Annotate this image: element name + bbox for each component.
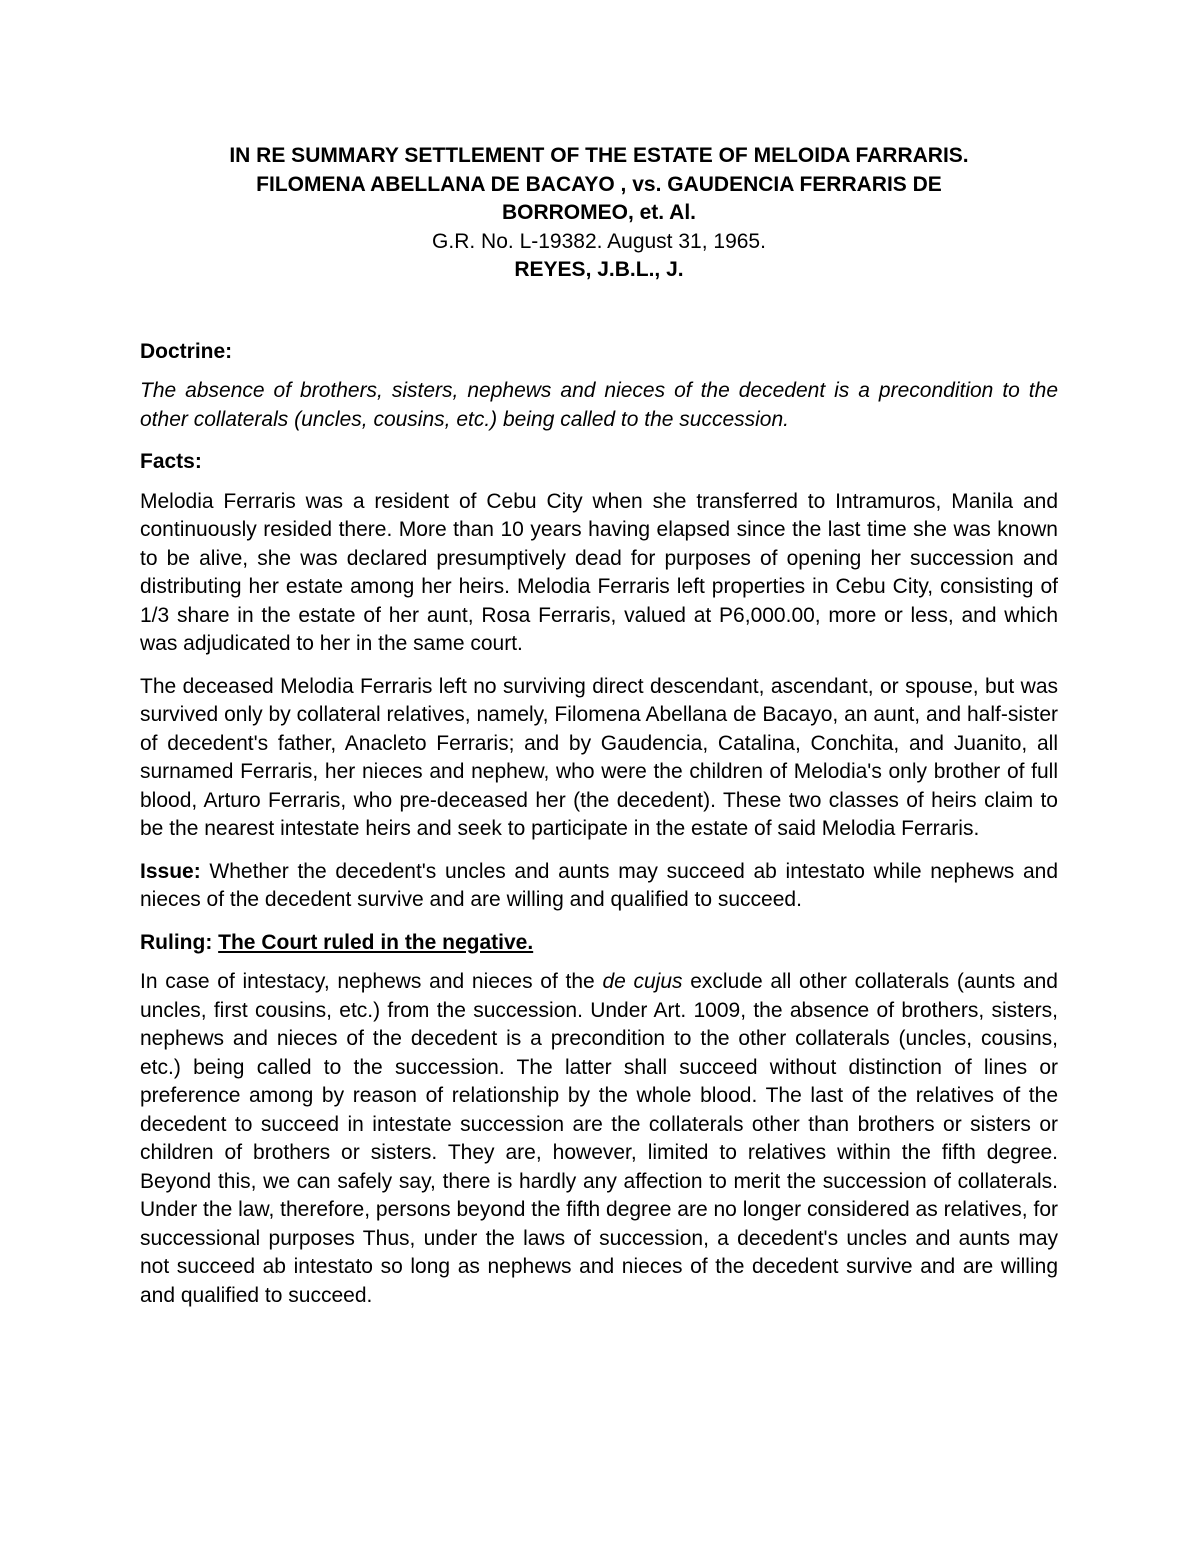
facts-paragraph-1: Melodia Ferraris was a resident of Cebu City when she transferred to Intramuros, Manila and continuously resided there. More than 10 years having elapsed since the last time she was known to be alive, she was declared presumptively dead for purposes of opening her succession and distributing her estate among her heirs. Melodia Ferraris left properties in Cebu City, consisting of 1/3 share in the estate of her aunt, Rosa Ferraris, valued at P6,000.00, more or less, and which was adjudicated to her in the same court. (140, 489, 1058, 655)
ruling-label: Ruling: (140, 930, 213, 954)
case-number: G.R. No. L-19382. August 31, 1965. (432, 229, 766, 253)
doctrine-heading: Doctrine: (140, 339, 233, 363)
ruling-answer: The Court ruled in the negative. (218, 930, 534, 954)
issue-paragraph (140, 858, 1058, 915)
doctrine-text: The absence of brothers, sisters, nephews and nieces of the decedent is a precondition to the other collaterals (uncles, cousins, etc.) being called to the succession. (140, 379, 1058, 431)
ruling-text-before: In case of intestacy, nephews and nieces of the (140, 970, 603, 993)
facts-heading: Facts: (140, 450, 202, 473)
ruling-paragraph (140, 968, 1058, 1310)
ruling-text-italic: de cujus (602, 970, 683, 993)
case-title-block (140, 142, 1058, 285)
case-title-line-2: FILOMENA ABELLANA DE BACAYO , vs. GAUDENCIA FERRARIS DE (256, 172, 942, 196)
ponente: REYES, J.B.L., J. (514, 258, 684, 281)
document-page (140, 142, 1058, 1324)
facts-paragraph-2: The deceased Melodia Ferraris left no surviving direct descendant, ascendant, or spouse, but was survived only by collateral relatives, namely, Filomena Abellana de Bacayo, an aunt, and half-sister of decedent's father, Anacleto Ferraris; and by Gaudencia, Catalina, Conchita, and Juanito, all surnamed Ferraris, her nieces and nephew, who were the children of Melodia's only brother of full blood, Arturo Ferraris, who pre-deceased her (the decedent). These two classes of heirs claim to be the nearest intestate heirs and seek to participate in the estate of said Melodia Ferraris. (140, 674, 1058, 840)
ruling-text-after: exclude all other collaterals (aunts and uncles, first cousins, etc.) from the succession. Under Art. 1009, the absence of brothers, sisters, nephews and nieces of the decedent is a precondition to the other collaterals (uncles, cousins, etc.) being called to the succession. The latter shall succeed without distinction of lines or preference among by reason of relationship by the whole blood. The last of the relatives of the decedent to succeed in intestate succession are the collaterals other than brothers or sisters or children of brothers or sisters. They are, however, limited to relatives within the fifth degree. Beyond this, we can safely say, there is hardly any affection to merit the succession of collaterals. Under the law, therefore, persons beyond the fifth degree are no longer considered as relatives, for successional purposes Thus, under the laws of succession, a decedent's uncles and aunts may not succeed ab intestato so long as nephews and nieces of the decedent survive and are willing and qualified to succeed. (140, 970, 1058, 1307)
case-title-line-1: IN RE SUMMARY SETTLEMENT OF THE ESTATE OF MELOIDA FARRARIS. (229, 144, 969, 167)
issue-text: Whether the decedent's uncles and aunts may succeed ab intestato while nephews and nieces of the decedent survive and are willing and qualified to succeed. (140, 859, 1058, 911)
issue-label: Issue: (140, 859, 201, 883)
ruling-line (140, 929, 1058, 958)
case-title-line-3: BORROMEO, et. Al. (501, 201, 697, 224)
